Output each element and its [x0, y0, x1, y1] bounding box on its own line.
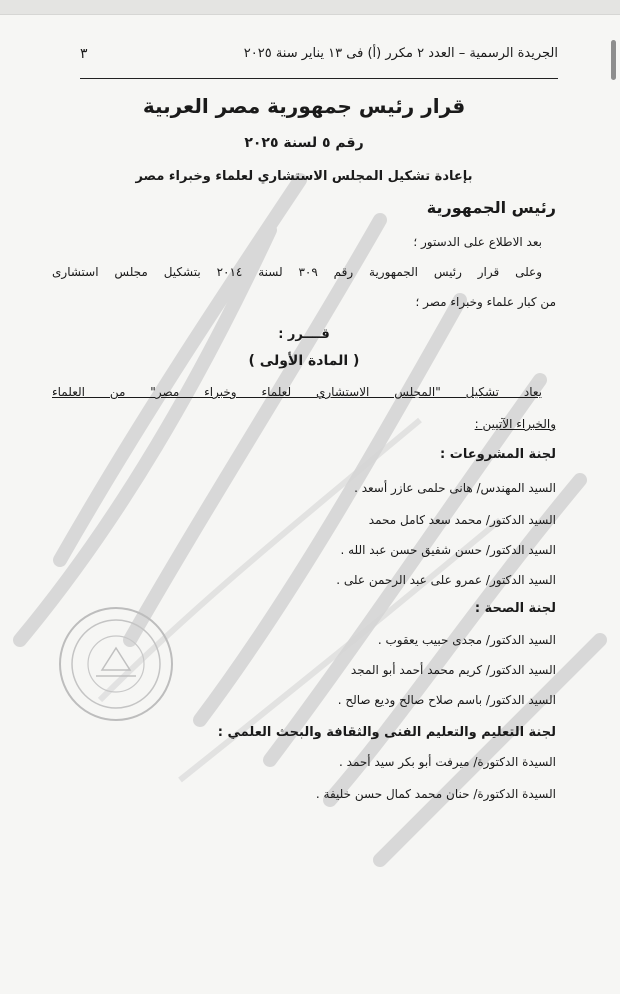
- scrollbar-thumb[interactable]: [611, 40, 616, 80]
- article-1-heading: ( المادة الأولى ): [248, 353, 360, 369]
- list-item: السيد الدكتور/ باسم صلاح صالح وديع صالح .: [337, 693, 556, 707]
- article-1-text-line-2: والخبراء الآتيين :: [474, 417, 556, 431]
- list-item: السيد الدكتور/ مجدى حبيب يعقوب .: [377, 633, 556, 647]
- decree-number: رقم ٥ لسنة ٢٠٢٥: [244, 135, 364, 151]
- page-header: [80, 44, 558, 79]
- preamble-decree-line-1: وعلى قرار رئيس الجمهورية رقم ٣٠٩ لسنة ٢٠١٤ بتشكيل مجلس استشارى: [52, 265, 543, 279]
- preamble-decree-line-2: من كبار علماء وخبراء مصر ؛: [415, 295, 556, 309]
- president-heading: رئيس الجمهورية: [426, 198, 556, 217]
- list-item: السيد الدكتور/ حسن شفيق حسن عبد الله .: [340, 543, 556, 557]
- decree-subject: بإعادة تشكيل المجلس الاستشاري لعلماء وخبراء مصر: [135, 169, 473, 184]
- list-item: السيدة الدكتورة/ حنان محمد كمال حسن خليفة .: [315, 787, 556, 801]
- list-item: السيد الدكتور/ كريم محمد أحمد أبو المجد: [350, 663, 556, 677]
- list-item: السيد المهندس/ هانى حلمى عازر أسعد .: [354, 481, 556, 495]
- committee-heading: لجنة الصحة :: [474, 601, 556, 616]
- list-item: السيد الدكتور/ عمرو على عبد الرحمن على .: [336, 573, 556, 587]
- running-title: الجريدة الرسمية – العدد ٢ مكرر (أ) فى ١٣ يناير سنة ٢٠٢٥: [243, 46, 558, 61]
- committee-heading: لجنة المشروعات :: [440, 447, 556, 462]
- article-1-text-line-1: يعاد تشكيل "المجلس الاستشاري لعلماء وخبراء مصر" من العلماء: [52, 385, 542, 399]
- page-number: ٣: [80, 46, 88, 62]
- list-item: السيدة الدكتورة/ ميرفت أبو بكر سيد أحمد .: [339, 755, 556, 769]
- committee-heading: لجنة التعليم والتعليم الفنى والثقافة والبحث العلمي :: [217, 725, 556, 740]
- top-bar: [0, 0, 620, 15]
- list-item: السيد الدكتور/ محمد سعد كامل محمد: [368, 513, 556, 527]
- decided-heading: قــــرر :: [278, 327, 330, 342]
- decree-title: قرار رئيس جمهورية مصر العربية: [142, 94, 466, 118]
- preamble-constitution: بعد الاطلاع على الدستور ؛: [413, 235, 542, 249]
